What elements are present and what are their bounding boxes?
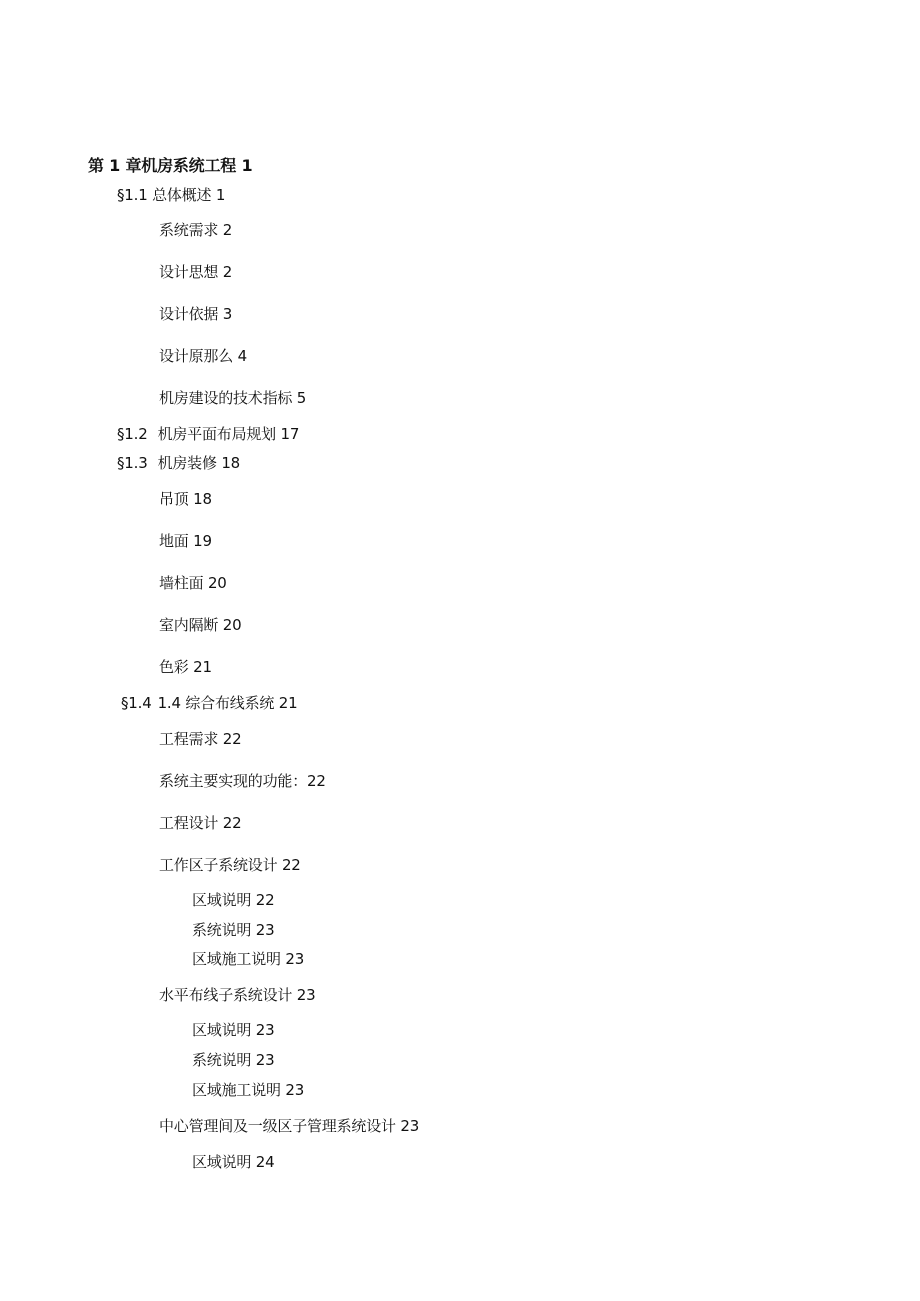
section-title: 机房平面布局规划 17 <box>157 425 300 443</box>
toc-subitem-construction-description[interactable]: 区域施工说明 23 <box>192 1081 305 1099</box>
toc-item-partition[interactable]: 室内隔断 20 <box>159 616 242 634</box>
toc-item-main-functions[interactable]: 系统主要实现的功能：22 <box>159 772 326 790</box>
toc-item-design-principles[interactable]: 设计原那么 4 <box>159 347 247 365</box>
toc-subitem-system-description[interactable]: 系统说明 23 <box>192 1051 275 1069</box>
toc-item-technical-indicators[interactable]: 机房建设的技术指标 5 <box>159 389 307 407</box>
section-number: §1.2 <box>117 425 148 443</box>
toc-section-1-3[interactable] <box>117 454 240 472</box>
toc-item-ceiling[interactable]: 吊顶 18 <box>159 490 212 508</box>
toc-subitem-area-description[interactable]: 区域说明 22 <box>192 891 275 909</box>
toc-section-1-2[interactable] <box>117 425 299 443</box>
toc-item-project-design[interactable]: 工程设计 22 <box>159 814 242 832</box>
toc-item-color[interactable]: 色彩 21 <box>159 658 212 676</box>
section-title: 1.4 综合布线系统 21 <box>157 694 298 712</box>
section-title: 机房装修 18 <box>157 454 241 472</box>
toc-subitem-construction-description[interactable]: 区域施工说明 23 <box>192 950 305 968</box>
toc-item-system-requirements[interactable]: 系统需求 2 <box>159 221 233 239</box>
toc-item-design-basis[interactable]: 设计依据 3 <box>159 305 233 323</box>
toc-item-horizontal-cabling[interactable]: 水平布线子系统设计 23 <box>159 986 316 1004</box>
toc-section-1-4[interactable] <box>121 694 297 712</box>
section-number: §1.3 <box>117 454 148 472</box>
section-number: §1.4 <box>121 694 152 712</box>
toc-item-work-area-subsystem[interactable]: 工作区子系统设计 22 <box>159 856 301 874</box>
toc-chapter-1[interactable]: 第 1 章机房系统工程 1 <box>88 156 253 175</box>
toc-item-floor[interactable]: 地面 19 <box>159 532 212 550</box>
toc-item-design-concept[interactable]: 设计思想 2 <box>159 263 233 281</box>
toc-subitem-system-description[interactable]: 系统说明 23 <box>192 921 275 939</box>
toc-subitem-area-description[interactable]: 区域说明 23 <box>192 1021 275 1039</box>
toc-item-wall-column[interactable]: 墙柱面 20 <box>159 574 227 592</box>
toc-subitem-area-description[interactable]: 区域说明 24 <box>192 1153 275 1171</box>
toc-item-center-management[interactable]: 中心管理间及一级区子管理系统设计 23 <box>159 1117 420 1135</box>
toc-section-1-1[interactable]: §1.1 总体概述 1 <box>117 186 226 204</box>
toc-item-project-requirements[interactable]: 工程需求 22 <box>159 730 242 748</box>
